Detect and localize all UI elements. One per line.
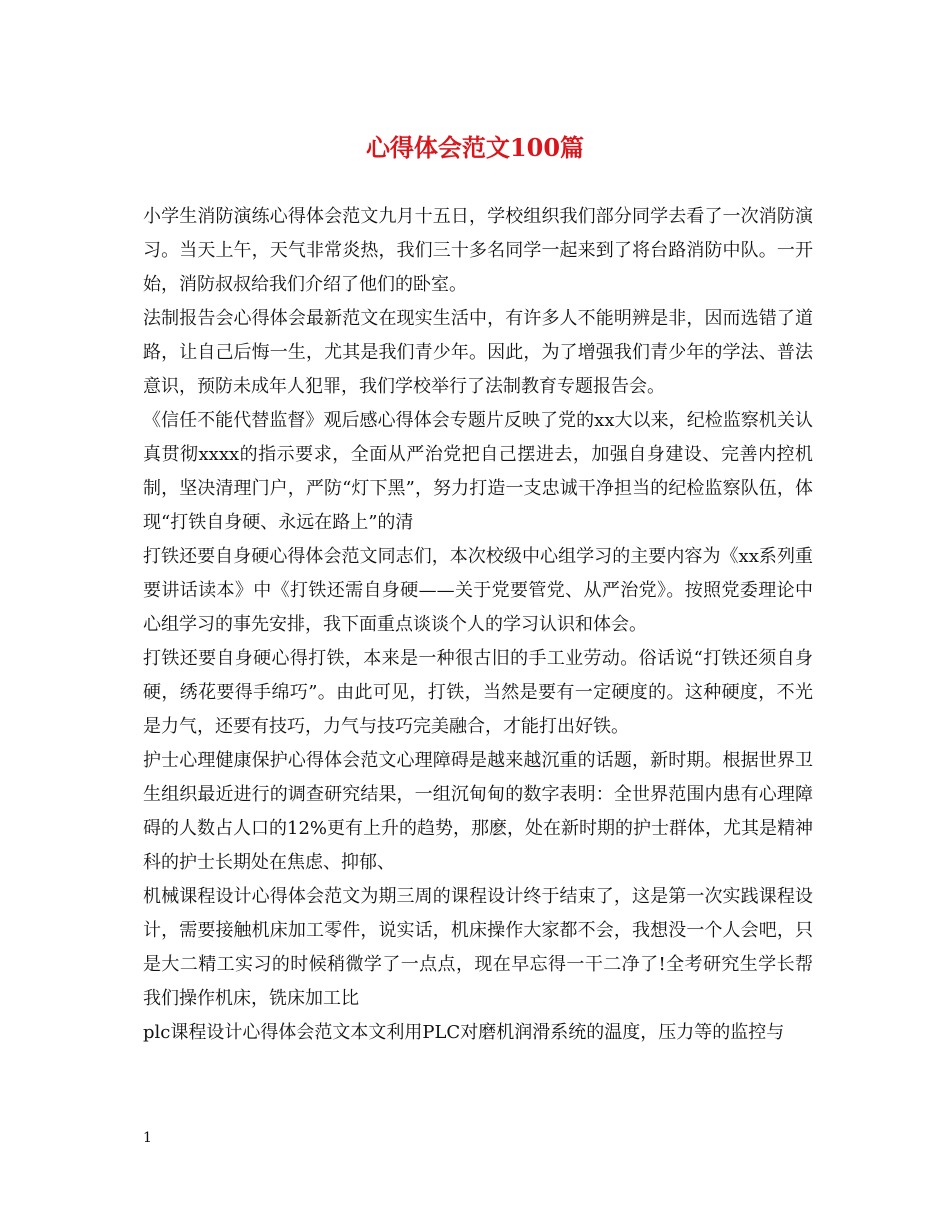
paragraph-fire-drill: 小学生消防演练心得体会范文九月十五日，学校组织我们部分同学去看了一次消防演习。当天上午，天气非常炎热，我们三十多名同学一起来到了将台路消防中队。一开始，消防叔叔给我们介绍了他们的卧室。 xyxy=(143,206,813,295)
paragraph-supervision: 《信任不能代替监督》观后感心得体会专题片反映了党的xx大以来，纪检监察机关认真贯彻xxxx的指示要求，全面从严治党把自己摆进去，加强自身建设、完善内控机制，坚决清理门户，严防“灯下黑”，努力打造一支忠诚干净担当的纪检监察队伍，体现“打铁自身硬、永远在路上”的清 xyxy=(143,410,813,533)
paragraph-nurse-mental-health: 护士心理健康保护心得体会范文心理障碍是越来越沉重的话题，新时期。根据世界卫生组织最近进行的调查研究结果，一组沉甸甸的数字表明：全世界范围内患有心理障碍的人数占人口的12%更有上升的趋势，那麽，处在新时期的护士群体，尤其是精神科的护士长期处在焦虑、抑郁、 xyxy=(143,750,814,873)
page-number: 1 xyxy=(143,1130,152,1146)
document-title: 心得体会范文100篇 xyxy=(365,133,585,162)
paragraph-plc-course: plc课程设计心得体会范文本文利用PLC对磨机润滑系统的温度，压力等的监控与 xyxy=(143,1022,785,1043)
paragraph-blacksmith: 打铁还要自身硬心得打铁，本来是一种很古旧的手工业劳动。俗话说“打铁还须自身硬，绣花要得手绵巧”。由此可见，打铁，当然是要有一定硬度的。这种硬度，不光是力气，还要有技巧，力气与技巧完美融合，才能打出好铁。 xyxy=(143,648,813,737)
paragraph-self-discipline: 打铁还要自身硬心得体会范文同志们，本次校级中心组学习的主要内容为《xx系列重要讲话读本》中《打铁还需自身硬——关于党要管党、从严治党》。按照党委理论中心组学习的事先安排，我下面重点谈谈个人的学习认识和体会。 xyxy=(143,546,813,635)
paragraph-legal-report: 法制报告会心得体会最新范文在现实生活中，有许多人不能明辨是非，因而选错了道路，让自己后悔一生，尤其是我们青少年。因此，为了增强我们青少年的学法、普法意识，预防未成年人犯罪，我们学校举行了法制教育专题报告会。 xyxy=(143,308,813,397)
document-body xyxy=(143,200,813,1050)
paragraph-mechanical-course: 机械课程设计心得体会范文为期三周的课程设计终于结束了，这是第一次实践课程设计，需要接触机床加工零件，说实话，机床操作大家都不会，我想没一个人会吧，只是大二精工实习的时候稍微学了一点点，现在早忘得一干二净了!全考研究生学长帮我们操作机床，铣床加工比 xyxy=(143,886,813,1009)
